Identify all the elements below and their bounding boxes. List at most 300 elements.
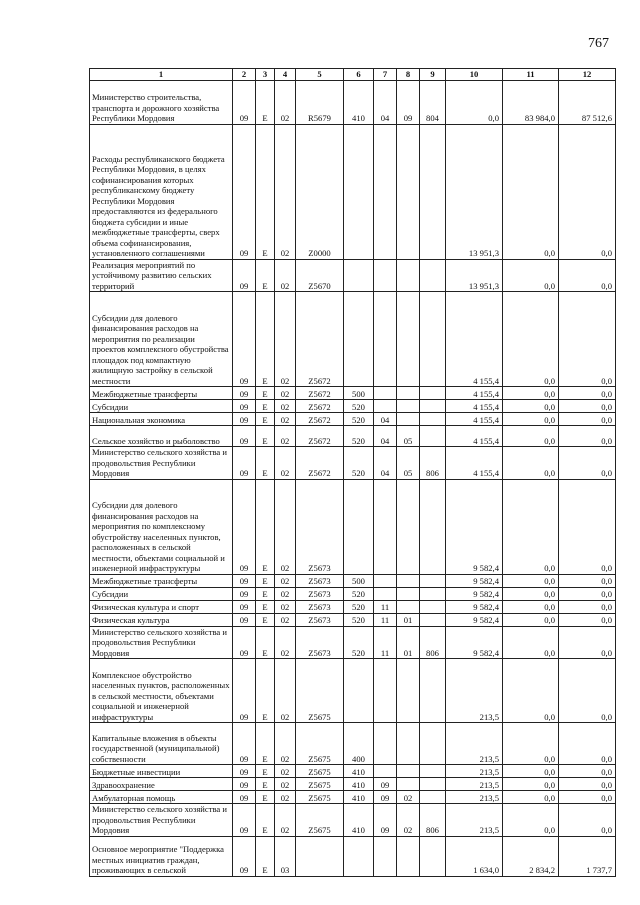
target-code-cell: Z5672 xyxy=(296,387,344,400)
amount-col-10-cell: 213,5 xyxy=(446,765,503,778)
expense-type-cell: 520 xyxy=(344,426,374,447)
amount-col-12-cell: 0,0 xyxy=(559,124,616,259)
amount-col-12-cell: 0,0 xyxy=(559,626,616,659)
amount-col-12-cell: 0,0 xyxy=(559,400,616,413)
section-cell xyxy=(374,387,397,400)
target-code-cell: Z5672 xyxy=(296,426,344,447)
ministry-code-cell xyxy=(420,587,446,600)
amount-col-12-cell: 0,0 xyxy=(559,613,616,626)
code-4-cell: 02 xyxy=(275,587,296,600)
row-description: Основное мероприятие "Поддержка местных инициатив граждан, проживающих в сельской xyxy=(90,836,233,876)
code-2-cell: 09 xyxy=(233,626,256,659)
table-row xyxy=(90,836,616,876)
expense-type-cell: 500 xyxy=(344,387,374,400)
code-3-cell: Е xyxy=(256,791,275,804)
code-3-cell: Е xyxy=(256,659,275,723)
table-row xyxy=(90,259,616,292)
code-2-cell: 09 xyxy=(233,778,256,791)
column-header: 4 xyxy=(275,69,296,81)
ministry-code-cell: 806 xyxy=(420,447,446,480)
column-header: 12 xyxy=(559,69,616,81)
amount-col-11-cell: 0,0 xyxy=(503,413,559,426)
budget-table xyxy=(89,68,616,877)
row-description: Амбулаторная помощь xyxy=(90,791,233,804)
row-description: Бюджетные инвестиции xyxy=(90,765,233,778)
code-4-cell: 02 xyxy=(275,791,296,804)
ministry-code-cell xyxy=(420,836,446,876)
code-3-cell: Е xyxy=(256,778,275,791)
row-description: Реализация мероприятий по устойчивому развитию сельских территорий xyxy=(90,259,233,292)
ministry-code-cell: 806 xyxy=(420,804,446,837)
row-description: Субсидии для долевого финансирования расходов на мероприятия по реализации проектов комплексного обустройства площадок под компактную жилищную застройку в сельской местности xyxy=(90,292,233,387)
amount-col-11-cell: 0,0 xyxy=(503,574,559,587)
amount-col-12-cell: 0,0 xyxy=(559,426,616,447)
target-code-cell: Z5673 xyxy=(296,626,344,659)
subsection-cell xyxy=(397,574,420,587)
target-code-cell: Z5673 xyxy=(296,574,344,587)
column-header: 11 xyxy=(503,69,559,81)
target-code-cell: Z0000 xyxy=(296,124,344,259)
amount-col-12-cell: 0,0 xyxy=(559,765,616,778)
column-header: 9 xyxy=(420,69,446,81)
subsection-cell xyxy=(397,124,420,259)
column-header: 5 xyxy=(296,69,344,81)
amount-col-10-cell: 9 582,4 xyxy=(446,479,503,574)
code-3-cell: Е xyxy=(256,723,275,765)
target-code-cell: Z5673 xyxy=(296,587,344,600)
code-3-cell: Е xyxy=(256,413,275,426)
code-2-cell: 09 xyxy=(233,426,256,447)
target-code-cell: Z5675 xyxy=(296,778,344,791)
table-row xyxy=(90,804,616,837)
code-3-cell: Е xyxy=(256,292,275,387)
subsection-cell xyxy=(397,413,420,426)
amount-col-10-cell: 9 582,4 xyxy=(446,574,503,587)
code-4-cell: 02 xyxy=(275,778,296,791)
section-cell: 11 xyxy=(374,613,397,626)
amount-col-10-cell: 4 155,4 xyxy=(446,292,503,387)
expense-type-cell: 410 xyxy=(344,778,374,791)
target-code-cell: Z5672 xyxy=(296,413,344,426)
code-4-cell: 02 xyxy=(275,659,296,723)
expense-type-cell: 520 xyxy=(344,626,374,659)
amount-col-10-cell: 4 155,4 xyxy=(446,400,503,413)
ministry-code-cell xyxy=(420,413,446,426)
code-4-cell: 02 xyxy=(275,574,296,587)
target-code-cell: Z5673 xyxy=(296,613,344,626)
row-description: Министерство строительства, транспорта и дорожного хозяйства Республики Мордовия xyxy=(90,80,233,124)
code-3-cell: Е xyxy=(256,574,275,587)
target-code-cell: Z5675 xyxy=(296,659,344,723)
code-4-cell: 02 xyxy=(275,479,296,574)
code-2-cell: 09 xyxy=(233,447,256,480)
expense-type-cell xyxy=(344,836,374,876)
code-3-cell: Е xyxy=(256,447,275,480)
target-code-cell: Z5675 xyxy=(296,804,344,837)
amount-col-10-cell: 1 634,0 xyxy=(446,836,503,876)
section-cell xyxy=(374,479,397,574)
amount-col-11-cell: 0,0 xyxy=(503,723,559,765)
code-4-cell: 02 xyxy=(275,804,296,837)
expense-type-cell xyxy=(344,124,374,259)
amount-col-11-cell: 2 834,2 xyxy=(503,836,559,876)
column-header: 6 xyxy=(344,69,374,81)
header-row xyxy=(90,69,616,81)
section-cell xyxy=(374,587,397,600)
code-3-cell: Е xyxy=(256,387,275,400)
amount-col-12-cell: 0,0 xyxy=(559,447,616,480)
expense-type-cell: 410 xyxy=(344,791,374,804)
subsection-cell xyxy=(397,765,420,778)
ministry-code-cell xyxy=(420,124,446,259)
table-row xyxy=(90,659,616,723)
expense-type-cell: 410 xyxy=(344,804,374,837)
expense-type-cell: 520 xyxy=(344,413,374,426)
subsection-cell xyxy=(397,723,420,765)
amount-col-10-cell: 9 582,4 xyxy=(446,600,503,613)
amount-col-10-cell: 9 582,4 xyxy=(446,626,503,659)
subsection-cell: 02 xyxy=(397,804,420,837)
amount-col-12-cell: 0,0 xyxy=(559,804,616,837)
expense-type-cell xyxy=(344,659,374,723)
table-row xyxy=(90,413,616,426)
code-2-cell: 09 xyxy=(233,400,256,413)
expense-type-cell: 500 xyxy=(344,574,374,587)
target-code-cell: Z5672 xyxy=(296,292,344,387)
amount-col-10-cell: 213,5 xyxy=(446,804,503,837)
section-cell xyxy=(374,723,397,765)
section-cell: 11 xyxy=(374,626,397,659)
code-2-cell: 09 xyxy=(233,587,256,600)
amount-col-10-cell: 4 155,4 xyxy=(446,447,503,480)
code-2-cell: 09 xyxy=(233,259,256,292)
code-4-cell: 02 xyxy=(275,447,296,480)
section-cell xyxy=(374,124,397,259)
expense-type-cell: 520 xyxy=(344,400,374,413)
ministry-code-cell xyxy=(420,292,446,387)
table-row xyxy=(90,626,616,659)
amount-col-12-cell: 0,0 xyxy=(559,574,616,587)
subsection-cell xyxy=(397,659,420,723)
amount-col-11-cell: 0,0 xyxy=(503,778,559,791)
code-2-cell: 09 xyxy=(233,292,256,387)
code-2-cell: 09 xyxy=(233,600,256,613)
section-cell: 04 xyxy=(374,413,397,426)
amount-col-10-cell: 13 951,3 xyxy=(446,124,503,259)
row-description: Субсидии xyxy=(90,587,233,600)
column-header: 3 xyxy=(256,69,275,81)
amount-col-12-cell: 0,0 xyxy=(559,723,616,765)
ministry-code-cell xyxy=(420,613,446,626)
target-code-cell: R5679 xyxy=(296,80,344,124)
row-description: Субсидии для долевого финансирования расходов на мероприятия по комплексному обустройству населенных пунктов, расположенных в сельской местности, объектами социальной и инженерной инфраструктуры xyxy=(90,479,233,574)
code-3-cell: Е xyxy=(256,613,275,626)
row-description: Министерство сельского хозяйства и продовольствия Республики Мордовия xyxy=(90,626,233,659)
amount-col-10-cell: 213,5 xyxy=(446,659,503,723)
amount-col-12-cell: 0,0 xyxy=(559,778,616,791)
code-2-cell: 09 xyxy=(233,479,256,574)
target-code-cell xyxy=(296,836,344,876)
code-3-cell: Е xyxy=(256,400,275,413)
row-description: Субсидии xyxy=(90,400,233,413)
code-4-cell: 02 xyxy=(275,259,296,292)
ministry-code-cell xyxy=(420,765,446,778)
amount-col-11-cell: 0,0 xyxy=(503,426,559,447)
ministry-code-cell: 806 xyxy=(420,626,446,659)
expense-type-cell xyxy=(344,292,374,387)
amount-col-11-cell: 0,0 xyxy=(503,387,559,400)
amount-col-11-cell: 83 984,0 xyxy=(503,80,559,124)
row-description: Сельское хозяйство и рыболовство xyxy=(90,426,233,447)
code-4-cell: 02 xyxy=(275,80,296,124)
ministry-code-cell xyxy=(420,479,446,574)
ministry-code-cell xyxy=(420,387,446,400)
ministry-code-cell xyxy=(420,400,446,413)
row-description: Комплексное обустройство населенных пунктов, расположенных в сельской местности, объектами социальной и инженерной инфраструктуры xyxy=(90,659,233,723)
code-4-cell: 02 xyxy=(275,387,296,400)
code-2-cell: 09 xyxy=(233,387,256,400)
amount-col-11-cell: 0,0 xyxy=(503,613,559,626)
target-code-cell: Z5670 xyxy=(296,259,344,292)
amount-col-12-cell: 0,0 xyxy=(559,600,616,613)
subsection-cell: 02 xyxy=(397,791,420,804)
subsection-cell: 01 xyxy=(397,626,420,659)
amount-col-10-cell: 213,5 xyxy=(446,723,503,765)
section-cell: 04 xyxy=(374,447,397,480)
code-4-cell: 02 xyxy=(275,626,296,659)
subsection-cell: 09 xyxy=(397,80,420,124)
code-2-cell: 09 xyxy=(233,659,256,723)
subsection-cell: 05 xyxy=(397,447,420,480)
amount-col-10-cell: 213,5 xyxy=(446,791,503,804)
table-row xyxy=(90,292,616,387)
amount-col-10-cell: 0,0 xyxy=(446,80,503,124)
amount-col-11-cell: 0,0 xyxy=(503,659,559,723)
amount-col-11-cell: 0,0 xyxy=(503,600,559,613)
amount-col-11-cell: 0,0 xyxy=(503,791,559,804)
subsection-cell xyxy=(397,259,420,292)
amount-col-11-cell: 0,0 xyxy=(503,587,559,600)
code-3-cell: Е xyxy=(256,124,275,259)
code-2-cell: 09 xyxy=(233,723,256,765)
subsection-cell xyxy=(397,479,420,574)
expense-type-cell: 520 xyxy=(344,587,374,600)
amount-col-11-cell: 0,0 xyxy=(503,765,559,778)
ministry-code-cell: 804 xyxy=(420,80,446,124)
column-header: 8 xyxy=(397,69,420,81)
table-row xyxy=(90,765,616,778)
amount-col-11-cell: 0,0 xyxy=(503,804,559,837)
amount-col-11-cell: 0,0 xyxy=(503,626,559,659)
amount-col-11-cell: 0,0 xyxy=(503,124,559,259)
amount-col-12-cell: 0,0 xyxy=(559,659,616,723)
table-row xyxy=(90,387,616,400)
subsection-cell xyxy=(397,292,420,387)
code-4-cell: 02 xyxy=(275,426,296,447)
amount-col-10-cell: 4 155,4 xyxy=(446,413,503,426)
target-code-cell: Z5675 xyxy=(296,765,344,778)
table-row xyxy=(90,778,616,791)
row-description: Капитальные вложения в объекты государственной (муниципальной) собственности xyxy=(90,723,233,765)
code-2-cell: 09 xyxy=(233,765,256,778)
table-row xyxy=(90,574,616,587)
target-code-cell: Z5675 xyxy=(296,791,344,804)
amount-col-12-cell: 87 512,6 xyxy=(559,80,616,124)
expense-type-cell: 520 xyxy=(344,613,374,626)
ministry-code-cell xyxy=(420,778,446,791)
ministry-code-cell xyxy=(420,259,446,292)
column-header: 7 xyxy=(374,69,397,81)
code-3-cell: Е xyxy=(256,836,275,876)
expense-type-cell xyxy=(344,479,374,574)
table-row xyxy=(90,426,616,447)
ministry-code-cell xyxy=(420,791,446,804)
target-code-cell: Z5672 xyxy=(296,447,344,480)
amount-col-10-cell: 4 155,4 xyxy=(446,426,503,447)
code-2-cell: 09 xyxy=(233,804,256,837)
amount-col-12-cell: 0,0 xyxy=(559,479,616,574)
section-cell: 04 xyxy=(374,80,397,124)
ministry-code-cell xyxy=(420,659,446,723)
code-2-cell: 09 xyxy=(233,124,256,259)
table-row xyxy=(90,124,616,259)
row-description: Национальная экономика xyxy=(90,413,233,426)
subsection-cell xyxy=(397,387,420,400)
subsection-cell xyxy=(397,400,420,413)
code-3-cell: Е xyxy=(256,600,275,613)
code-3-cell: Е xyxy=(256,804,275,837)
section-cell: 09 xyxy=(374,778,397,791)
code-2-cell: 09 xyxy=(233,413,256,426)
amount-col-11-cell: 0,0 xyxy=(503,292,559,387)
table-row xyxy=(90,613,616,626)
amount-col-10-cell: 4 155,4 xyxy=(446,387,503,400)
section-cell xyxy=(374,765,397,778)
code-4-cell: 02 xyxy=(275,400,296,413)
code-2-cell: 09 xyxy=(233,791,256,804)
amount-col-10-cell: 9 582,4 xyxy=(446,587,503,600)
expense-type-cell: 400 xyxy=(344,723,374,765)
table-row xyxy=(90,479,616,574)
ministry-code-cell xyxy=(420,723,446,765)
row-description: Физическая культура и спорт xyxy=(90,600,233,613)
amount-col-12-cell: 1 737,7 xyxy=(559,836,616,876)
page-number: 767 xyxy=(588,36,609,51)
row-description: Расходы республиканского бюджета Республики Мордовия, в целях софинансирования которых республиканскому бюджету Республики Мордовия предоставляются из федерального бюджета субсидии и иные межбюджетные трансферты, сверх объема софинансирования, установленного соглашениями xyxy=(90,124,233,259)
table-row xyxy=(90,587,616,600)
subsection-cell xyxy=(397,778,420,791)
section-cell xyxy=(374,292,397,387)
code-4-cell: 02 xyxy=(275,124,296,259)
code-2-cell: 09 xyxy=(233,80,256,124)
row-description: Здравоохранение xyxy=(90,778,233,791)
row-description: Министерство сельского хозяйства и продовольствия Республики Мордовия xyxy=(90,447,233,480)
target-code-cell: Z5675 xyxy=(296,723,344,765)
code-3-cell: Е xyxy=(256,479,275,574)
table-row xyxy=(90,80,616,124)
section-cell xyxy=(374,574,397,587)
amount-col-12-cell: 0,0 xyxy=(559,791,616,804)
amount-col-11-cell: 0,0 xyxy=(503,259,559,292)
subsection-cell xyxy=(397,587,420,600)
amount-col-10-cell: 9 582,4 xyxy=(446,613,503,626)
code-4-cell: 02 xyxy=(275,600,296,613)
code-4-cell: 02 xyxy=(275,765,296,778)
section-cell: 09 xyxy=(374,804,397,837)
code-4-cell: 02 xyxy=(275,292,296,387)
amount-col-12-cell: 0,0 xyxy=(559,387,616,400)
column-header: 1 xyxy=(90,69,233,81)
amount-col-11-cell: 0,0 xyxy=(503,447,559,480)
expense-type-cell: 520 xyxy=(344,600,374,613)
table-row xyxy=(90,723,616,765)
section-cell xyxy=(374,659,397,723)
expense-type-cell: 520 xyxy=(344,447,374,480)
ministry-code-cell xyxy=(420,600,446,613)
code-4-cell: 02 xyxy=(275,613,296,626)
code-3-cell: Е xyxy=(256,765,275,778)
subsection-cell: 01 xyxy=(397,613,420,626)
ministry-code-cell xyxy=(420,574,446,587)
expense-type-cell: 410 xyxy=(344,765,374,778)
section-cell xyxy=(374,400,397,413)
code-4-cell: 03 xyxy=(275,836,296,876)
expense-type-cell xyxy=(344,259,374,292)
ministry-code-cell xyxy=(420,426,446,447)
section-cell: 09 xyxy=(374,791,397,804)
table-row xyxy=(90,791,616,804)
row-description: Межбюджетные трансферты xyxy=(90,574,233,587)
code-3-cell: Е xyxy=(256,80,275,124)
row-description: Межбюджетные трансферты xyxy=(90,387,233,400)
code-4-cell: 02 xyxy=(275,413,296,426)
code-3-cell: Е xyxy=(256,426,275,447)
code-2-cell: 09 xyxy=(233,836,256,876)
row-description: Министерство сельского хозяйства и продовольствия Республики Мордовия xyxy=(90,804,233,837)
expense-type-cell: 410 xyxy=(344,80,374,124)
section-cell: 04 xyxy=(374,426,397,447)
code-3-cell: Е xyxy=(256,587,275,600)
subsection-cell xyxy=(397,836,420,876)
amount-col-11-cell: 0,0 xyxy=(503,479,559,574)
amount-col-12-cell: 0,0 xyxy=(559,587,616,600)
amount-col-11-cell: 0,0 xyxy=(503,400,559,413)
code-3-cell: Е xyxy=(256,259,275,292)
code-2-cell: 09 xyxy=(233,574,256,587)
table-row xyxy=(90,400,616,413)
section-cell: 11 xyxy=(374,600,397,613)
amount-col-12-cell: 0,0 xyxy=(559,413,616,426)
amount-col-12-cell: 0,0 xyxy=(559,259,616,292)
table-row xyxy=(90,600,616,613)
code-3-cell: Е xyxy=(256,626,275,659)
subsection-cell: 05 xyxy=(397,426,420,447)
amount-col-10-cell: 213,5 xyxy=(446,778,503,791)
amount-col-12-cell: 0,0 xyxy=(559,292,616,387)
target-code-cell: Z5672 xyxy=(296,400,344,413)
row-description: Физическая культура xyxy=(90,613,233,626)
column-header: 10 xyxy=(446,69,503,81)
amount-col-10-cell: 13 951,3 xyxy=(446,259,503,292)
target-code-cell: Z5673 xyxy=(296,600,344,613)
target-code-cell: Z5673 xyxy=(296,479,344,574)
section-cell xyxy=(374,836,397,876)
subsection-cell xyxy=(397,600,420,613)
column-header: 2 xyxy=(233,69,256,81)
code-4-cell: 02 xyxy=(275,723,296,765)
section-cell xyxy=(374,259,397,292)
code-2-cell: 09 xyxy=(233,613,256,626)
